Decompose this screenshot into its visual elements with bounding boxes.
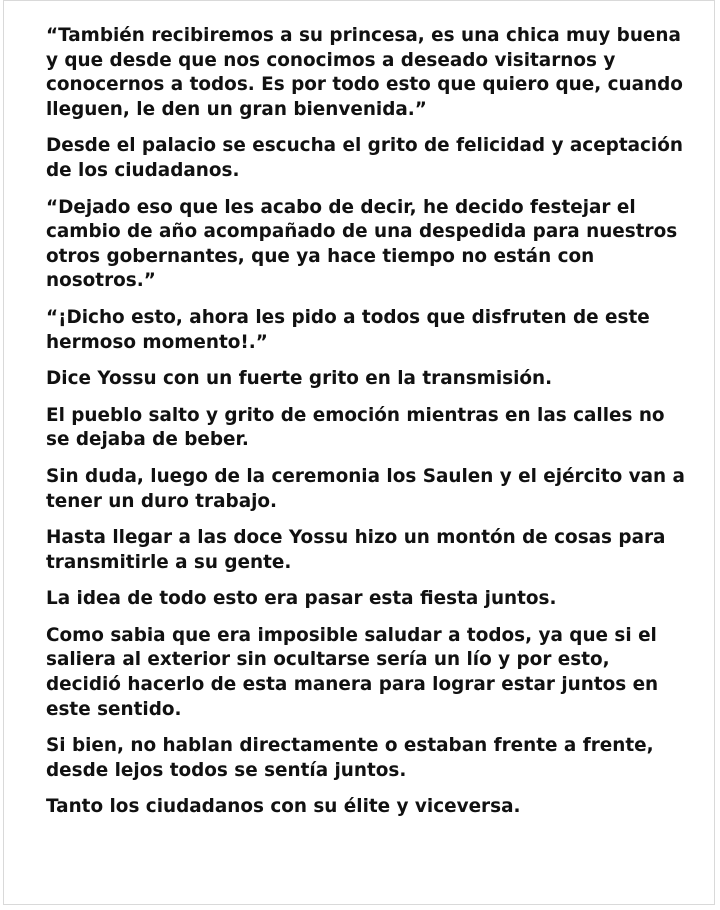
paragraph-1: “También recibiremos a su princesa, es una chica muy buena y que desde que nos conocimos a deseado visitarnos y conocernos a todos. Es por todo esto que quiero que, cuando lleguen, le den un gran bienvenida.” — [46, 25, 683, 120]
paragraph-12: Tanto los ciudadanos con su élite y viceversa. — [46, 796, 521, 818]
paragraph-5: Dice Yossu con un fuerte grito en la transmisión. — [46, 368, 553, 390]
paragraph-6: El pueblo salto y grito de emoción mientras en las calles no se dejaba de beber. — [46, 404, 665, 451]
paragraph-3: “Dejado eso que les acabo de decir, he decido festejar el cambio de año acompañado de una despedida para nuestros otros gobernantes, que ya hace tiempo no están con nosotros.” — [46, 196, 678, 292]
document-body — [46, 24, 686, 832]
paragraph-10: Como sabia que era imposible saludar a todos, ya que si el saliera al exterior sin ocultarse sería un lío y por esto, decidió hacerlo de esta manera para lograr estar juntos en este sentido. — [46, 624, 659, 720]
paragraph-4: “¡Dicho esto, ahora les pido a todos que disfruten de este hermoso momento!.” — [46, 306, 650, 353]
document-page — [3, 0, 715, 905]
paragraph-8: Hasta llegar a las doce Yossu hizo un montón de cosas para transmitirle a su gente. — [46, 527, 666, 573]
paragraph-9: La idea de todo esto era pasar esta fiesta juntos. — [46, 588, 557, 610]
paragraph-2: Desde el palacio se escucha el grito de felicidad y aceptación de los ciudadanos. — [46, 135, 683, 181]
paragraph-7: Sin duda, luego de la ceremonia los Saulen y el ejército van a tener un duro trabajo. — [46, 465, 685, 512]
paragraph-11: Si bien, no hablan directamente o estaban frente a frente, desde lejos todos se sentía juntos. — [46, 735, 654, 781]
